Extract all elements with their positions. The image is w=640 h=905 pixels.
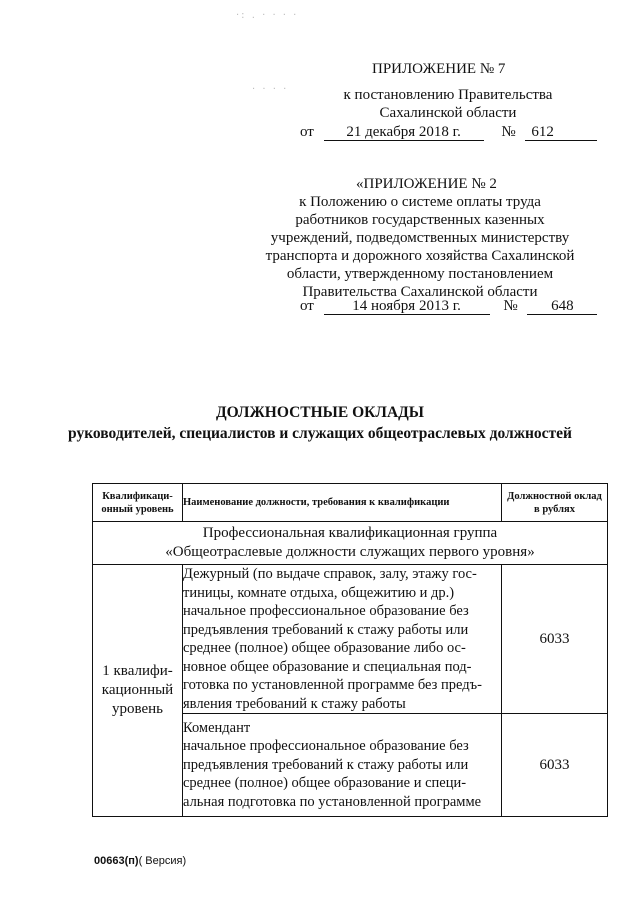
description-line: предъявления требований к стажу работы или	[183, 621, 469, 638]
description-line: Дежурный (по выдаче справок, залу, этажу гос-	[183, 566, 477, 582]
header-level-line: Квалификаци-	[102, 490, 173, 502]
description-line: тиницы, комнате отдыха, общежитию и др.)	[183, 584, 455, 601]
appendix7-from-label: от	[300, 124, 314, 140]
level-line: 1 квалифи-	[102, 663, 173, 679]
footer-version: ( Версия)	[138, 855, 187, 867]
appendix2-date: 14 ноября 2013 г.	[324, 298, 490, 315]
appendix7-date: 21 декабря 2018 г.	[324, 124, 484, 141]
header-salary	[502, 484, 608, 522]
footer-code: 00663(п)	[94, 855, 139, 867]
appendix7-line1: к постановлению Правительства	[343, 87, 553, 103]
document-code	[94, 855, 186, 867]
document-subtitle: руководителей, специалистов и служащих общеотраслевых должностей	[68, 425, 572, 442]
appendix7-date-row	[300, 123, 600, 141]
header-level-line: онный уровень	[101, 503, 174, 515]
description-line: новное общее образование и специальная под-	[183, 658, 472, 675]
header-level	[93, 484, 183, 522]
description-line: Комендант	[183, 719, 251, 736]
salary-value: 6033	[502, 565, 608, 714]
level-line: уровень	[111, 701, 164, 717]
appendix2-line: области, утвержденному постановлением	[286, 266, 554, 282]
document-title: ДОЛЖНОСТНЫЕ ОКЛАДЫ	[215, 404, 425, 421]
table-header-row	[93, 484, 608, 522]
appendix2-date-row	[300, 297, 600, 315]
appendix2-line: к Положению о системе оплаты труда	[299, 194, 541, 210]
description-line: начальное профессиональное образование без	[183, 603, 469, 619]
appendix7-line2: Сахалинской области	[379, 105, 517, 121]
appendix2-from-label: от	[300, 298, 314, 314]
description-line: начальное профессиональное образование без	[183, 738, 469, 755]
appendix7-num-label: №	[501, 124, 516, 140]
appendix2-line: учреждений, подведомственных министерству	[270, 230, 570, 246]
appendix2-line: транспорта и дорожного хозяйства Сахалинской	[265, 248, 575, 264]
appendix2-number: 648	[527, 298, 597, 315]
header-salary-line: в рублях	[534, 503, 575, 515]
header-name: Наименование должности, требования к квалификации	[183, 484, 502, 522]
description-line: среднее (полное) общее образование либо ос-	[183, 640, 466, 656]
description-line: явления требований к стажу работы	[183, 695, 406, 712]
scan-marks-top: ·: . · · · ·	[236, 10, 299, 21]
level-line: кационный	[101, 682, 174, 698]
description-line: среднее (полное) общее образование и специ-	[183, 775, 467, 792]
header-salary-line: Должностной оклад	[507, 490, 602, 502]
group-row	[93, 522, 608, 565]
position-description	[183, 714, 502, 817]
table-row	[93, 565, 608, 714]
appendix2-line: работников государственных казенных	[295, 212, 545, 228]
description-line: предъявления требований к стажу работы или	[183, 756, 469, 773]
appendix7-number: 612	[525, 124, 597, 141]
description-line: готовка по установленной программе без предъ-	[183, 677, 482, 693]
salary-table	[92, 483, 608, 817]
scan-marks-left: · · · ·	[252, 84, 289, 95]
appendix2-body	[262, 193, 578, 301]
group-cell	[93, 522, 608, 565]
description-line: альная подготовка по установленной программе	[183, 793, 482, 810]
appendix2-line: Правительства Сахалинской области	[302, 284, 538, 300]
level-cell	[93, 565, 183, 817]
position-description	[183, 565, 502, 714]
appendix2-num-label: №	[503, 298, 518, 314]
appendix2-title: «ПРИЛОЖЕНИЕ № 2	[356, 176, 497, 192]
appendix7-title: ПРИЛОЖЕНИЕ № 7	[372, 61, 506, 77]
group-line2: «Общеотраслевые должности служащих первого уровня»	[165, 544, 535, 560]
salary-value: 6033	[502, 714, 608, 817]
group-line1: Профессиональная квалификационная группа	[202, 525, 498, 541]
